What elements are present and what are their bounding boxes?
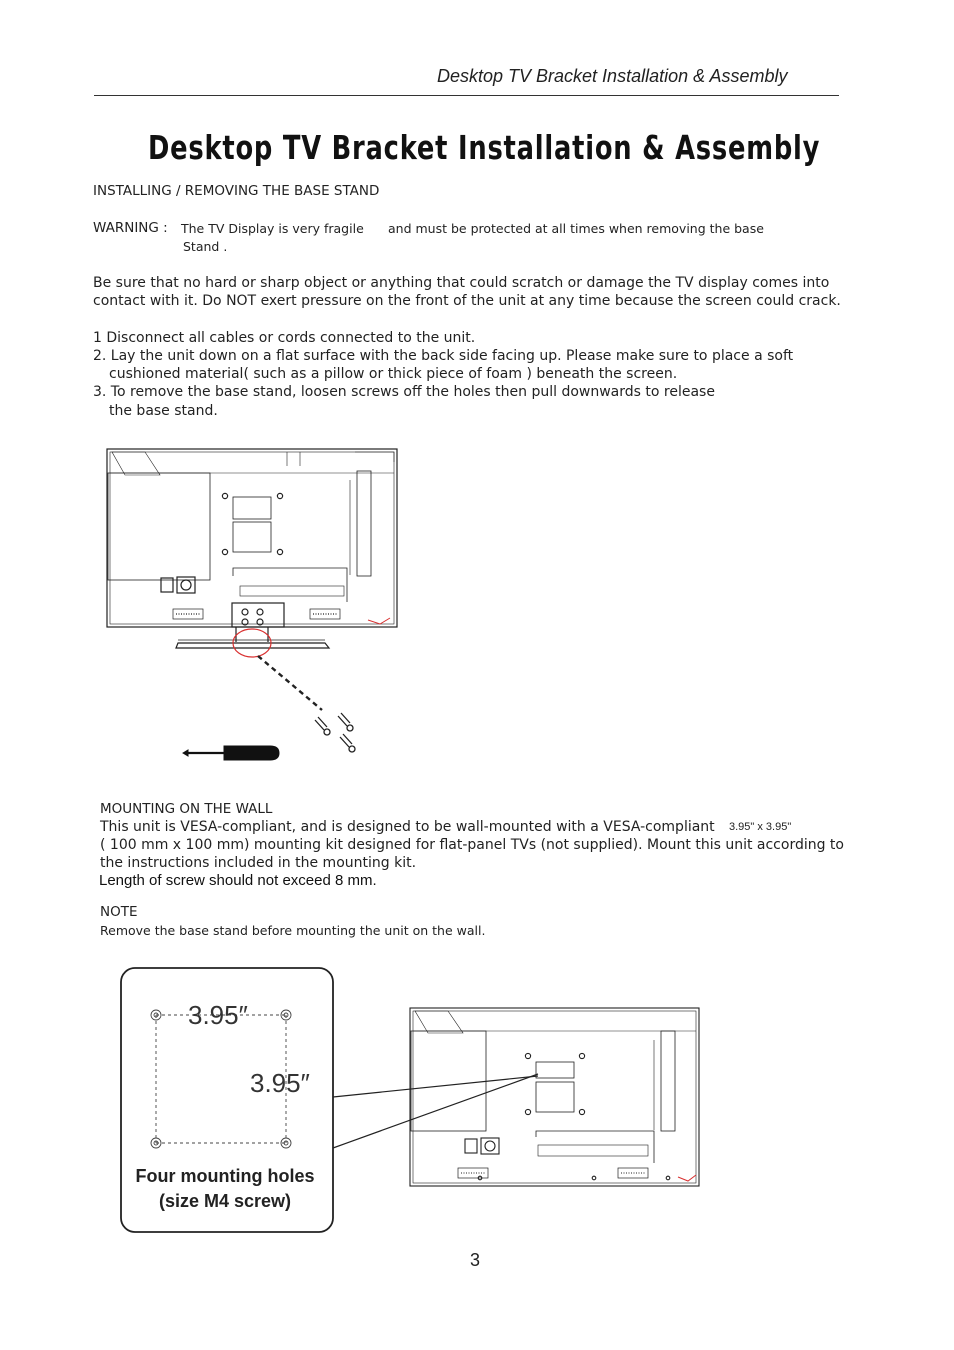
dim-vertical-label: 3.95″ [250, 1068, 310, 1098]
header-rule [94, 95, 839, 96]
warning-label: WARNING : [93, 220, 168, 236]
page-title: Desktop TV Bracket Installation & Assembly [148, 128, 821, 167]
wall-line-1: This unit is VESA-compliant, and is designed to be wall-mounted with a VESA-compliant [100, 819, 715, 835]
diagram-caption-2: (size M4 screw) [158, 1191, 292, 1211]
tv-back-stand-illustration [100, 440, 410, 770]
section-heading-installing: INSTALLING / REMOVING THE BASE STAND [93, 183, 380, 199]
page-number: 3 [470, 1250, 481, 1270]
warning-text-a: The TV Display is very fragile [181, 221, 364, 236]
warning-text-b: and must be protected at all times when removing the base [388, 221, 764, 236]
step-1: 1 Disconnect all cables or cords connected to the unit. [93, 330, 476, 346]
vesa-size-inline: 3.95" x 3.95" [729, 821, 792, 833]
warning-text-line2: Stand . [183, 239, 228, 254]
running-header: Desktop TV Bracket Installation & Assembly [437, 66, 788, 86]
mounting-hole-diagram [118, 965, 718, 1240]
dim-horizontal-label: 3.95″ [188, 1000, 248, 1030]
caution-line-2: contact with it. Do NOT exert pressure on the front of the unit at any time because the screen could crack. [93, 293, 841, 309]
section-heading-wall: MOUNTING ON THE WALL [100, 801, 273, 817]
step-2-cont: cushioned material( such as a pillow or thick piece of foam ) beneath the screen. [109, 366, 678, 382]
step-3: 3. To remove the base stand, loosen screws off the holes then pull downwards to release [93, 384, 715, 400]
note-heading: NOTE [100, 904, 138, 920]
note-text: Remove the base stand before mounting the unit on the wall. [100, 923, 486, 938]
wall-line-2: ( 100 mm x 100 mm) mounting kit designed for flat-panel TVs (not supplied). Mount this unit according to [100, 837, 844, 853]
wall-line-3: the instructions included in the mounting kit. [100, 855, 417, 871]
step-2: 2. Lay the unit down on a flat surface with the back side facing up. Please make sure to place a soft [93, 348, 794, 364]
step-3-cont: the base stand. [109, 403, 218, 419]
screw-length-note: Length of screw should not exceed 8 mm. [99, 872, 377, 889]
diagram-caption-1: Four mounting holes [135, 1166, 315, 1186]
caution-line-1: Be sure that no hard or sharp object or anything that could scratch or damage the TV display comes into [93, 275, 830, 291]
